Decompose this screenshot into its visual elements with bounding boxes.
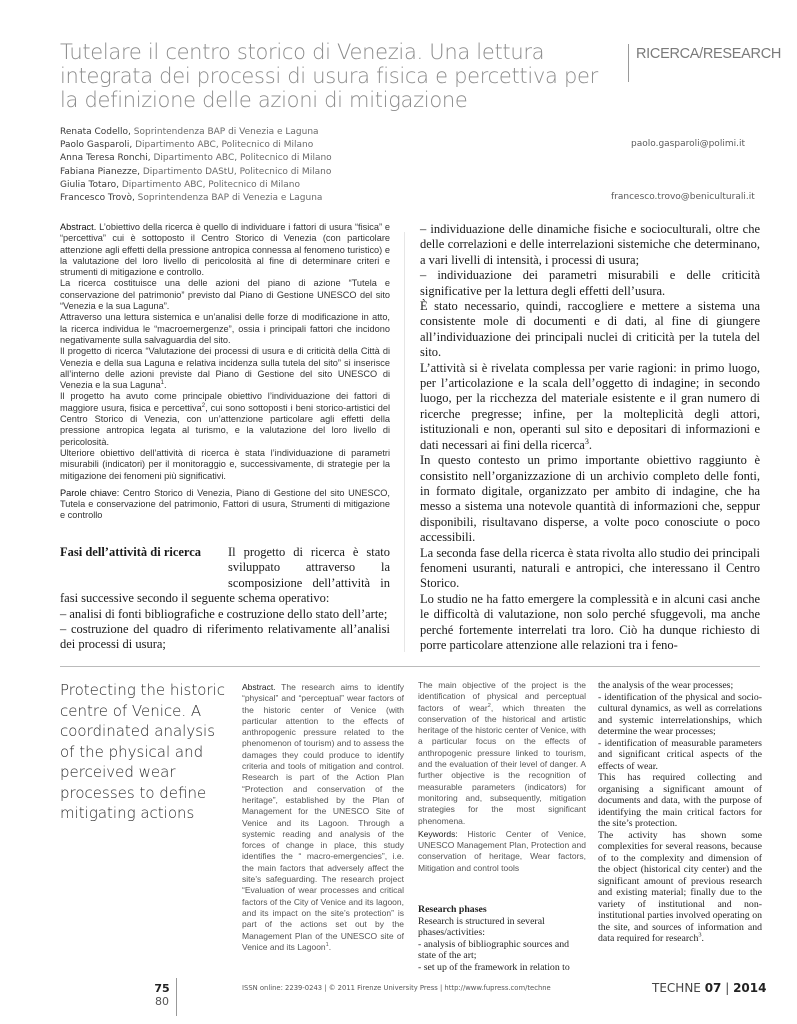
issue-number: 07	[704, 981, 722, 995]
footer-issn: ISSN online: 2239-0243 | © 2011 Firenze University Press | http://www.fupress.com/techne	[242, 984, 551, 992]
footnote-ref[interactable]: 1	[325, 942, 329, 948]
abstract-italian	[60, 222, 390, 522]
abstract-paragraph: The main objective of the project is the identification of physical and perceptual factors of wear$^2$, which threaten the conservation of the historical and artistic heritage of the historic center of Venice, with a particular focus on the effects of anthropogenic pressure linked to tourism, and the evaluation of their level of danger. A further objective is the recognition of measurable parameters (indicators) for monitoring and, subsequently, mitigation strategies for the most significant phenomena.	[418, 680, 587, 826]
body-paragraph: The activity has shown some complexities for several reasons, because of to the complexity and dimension of the object (historical city center) and the significant amount of previous research and existing material; finally due to the variety of institutional and non-institutional parties involved operating on the site, and sources of information and data required for research$^3$.	[598, 829, 762, 944]
author-name: Anna Teresa Ronchi,	[60, 153, 151, 164]
footer-divider	[176, 978, 177, 1016]
footnote-ref[interactable]: 3	[584, 436, 589, 446]
abstract-english: Abstract. The research aims to identify “physical” and “perceptual” wear factors of the historic center of Venice (with particular attention to the effects of anthropogenic pressure related to the phenomenon of tourism) and to assess the damages they could produce to identify criteria and tools of mitigation and control. Research is part of the Action Plan “Protection and conservation of the heritage”, established by the Plan of Management for the UNESCO Site of Venice and its Lagoon. Through a systemic reading and analysis of the forces of change in place, this study identifies the “ macro-emergencies”, i.e. the main factors that adversely affect the site’s safeguarding. The research project “Evaluation of wear processes and critical factors of the City of Venice and its lagoon, and its impact on the site’s protection” is part of the actions set out by the Management Plan of the UNESCO site of Venice and its Lagoon$^1$.	[242, 682, 404, 952]
body-paragraph: L’attività si è rivelata complessa per varie ragioni: in primo luogo, per l’articolazione e la scala dell’oggetto di indagine; in secondo luogo, per la ricchezza del materiale esistente e il gran numero di ricerche pregresse; infine, per la molteplicità degli attori, istituzionali e non, operanti sul sito e depositari di informazioni e dati necessari ai fini della ricerca$^3$.	[420, 360, 760, 452]
author-name: Francesco Trovò,	[60, 193, 135, 204]
author-name: Renata Codello,	[60, 127, 131, 137]
author-affiliation: Dipartimento ABC, Politecnico di Milano	[132, 140, 314, 151]
body-paragraph: Lo studio ne ha fatto emergere la complessità e in alcuni casi anche le difficoltà di valutazione, non solo perché sfuggevoli, ma anche perché fortemente interrelati tra loro. Ciò ha dunque richiesto di porre particolare attenzione alle relazioni tra i feno-	[420, 591, 760, 652]
journal-name: TECHNE 07 | 2014	[652, 981, 767, 995]
column-divider	[404, 232, 405, 652]
list-item: - identification of the physical and socio-cultural dynamics, as well as correlations and systemic interrelationships, which determine the wear processes;	[598, 691, 762, 737]
list-item: – analisi di fonti bibliografiche e costruzione dello stato dell’arte;	[60, 606, 388, 621]
author-name: Fabiana Pianezze,	[60, 166, 141, 177]
author-line	[60, 139, 580, 152]
english-title: Protecting the historic centre of Venice. A coordinated analysis of the physical and perceived wear processes to define mitigating actions	[60, 681, 225, 822]
section-divider	[628, 44, 629, 82]
body-paragraph: Il progetto di ricerca è stato sviluppato attraverso la scomposizione dell’attività in fasi successive secondo il seguente schema operativo:	[60, 545, 390, 606]
body-text-left	[60, 545, 390, 653]
author-line	[60, 179, 580, 192]
body-paragraph: – individuazione delle dinamiche fisiche e socioculturali, oltre che delle correlazioni e delle interrelazioni sistemiche che determinano, a vari livelli di intensità, i processi di usura;	[420, 222, 760, 267]
body-paragraph: – individuazione dei parametri misurabili e delle criticità significative per la lettura degli effetti dell’usura.	[420, 268, 760, 298]
keywords-english: Keywords: Historic Center of Venice, UNESCO Management Plan, Protection and conservation of heritage, Wear factors, Mitigation and control tools	[418, 828, 586, 873]
footnote-ref[interactable]: 2	[201, 402, 206, 409]
author-affiliation: Soprintendenza BAP di Venezia e Laguna	[134, 193, 323, 204]
keywords-label: Keywords:	[418, 828, 458, 839]
body-text-english	[598, 680, 762, 945]
page-number-secondary: 80	[155, 995, 169, 1008]
author-line	[60, 166, 580, 179]
body-paragraph: È stato necessario, quindi, raccogliere e mettere a sistema una consistente mole di documenti e di dati, al fine di giungere all’individuazione dei principali nuclei di criticità per la tutela del sito.	[420, 299, 760, 360]
page-numbers	[148, 982, 176, 1008]
abstract-paragraph: Il progetto di ricerca “Valutazione dei processi di usura e di criticità della Città di Venezia e della sua Laguna e relativa incidenza sulla tutela del sito” si inserisce all’interno delle azioni previste dal Piano di Gestione del sito UNESCO di Venezia e la sua Laguna$^1$.	[60, 346, 390, 391]
abstract-label: Abstract.	[60, 222, 97, 232]
body-text-right	[420, 222, 760, 653]
section-heading: Research phases	[418, 904, 487, 916]
body-paragraph: In questo contesto un primo importante obiettivo raggiunto è consistito nell’organizzazione di un archivio completo delle fonti, in formato digitale, organizzato per ambito di indagine, che ha messo a sistema una notevole quantità di informazioni che, seppur disponibili, risultavano disperse, a volte poco conosciute o poco accessibili.	[420, 453, 760, 545]
abstract-paragraph: Attraverso una lettura sistemica e un’analisi delle forze di modificazione in atto, la ricerca individua le “macroemergenze”, ossia i principali fattori che incidono negativamente sulla salvaguardia del sito.	[60, 312, 390, 345]
footnote-ref[interactable]: 1	[160, 380, 164, 387]
author-line	[60, 126, 580, 139]
list-item: - identification of measurable parameters and significant critical aspects of the effects of wear.	[598, 737, 762, 772]
year: 2014	[733, 981, 767, 995]
section-divider-horizontal	[60, 666, 760, 667]
list-item: – costruzione del quadro di riferimento relativamente all’analisi dei processi di usura;	[60, 622, 390, 652]
author-name: Giulia Totaro,	[60, 179, 119, 190]
author-affiliation: Dipartimento DAStU, Politecnico di Milano	[140, 166, 332, 177]
body-paragraph: La seconda fase della ricerca è stata rivolta allo studio dei principali fenomeni usuranti, naturali e antropici, che interessano il Centro Storico.	[420, 545, 760, 591]
abstract-paragraph: Ulteriore obiettivo dell’attività di ricerca è stata l’individuazione di parametri misurabili (indicatori) per il monitoraggio e, successivamente, di strategie per la mitigazione dei fenomeni più significativi.	[60, 447, 390, 481]
body-paragraph: the analysis of the wear processes;	[598, 680, 734, 691]
keywords-label: Parole chiave:	[60, 487, 120, 498]
footnote-ref[interactable]: 2	[487, 702, 491, 709]
email-link-gasparoli[interactable]: paolo.gasparoli@polimi.it	[631, 139, 745, 149]
abstract-label: Abstract.	[242, 682, 276, 692]
page-title: Tutelare il centro storico di Venezia. Una lettura integrata dei processi di usura fisica e percettiva per la definizione delle azioni di mitigazione	[60, 40, 598, 112]
abstract-paragraph: La ricerca costituisce una delle azioni del piano di azione “Tutela e conservazione del patrimonio” previsto dal Piano di Gestione UNESCO del sito “Venezia e la sua Laguna”.	[60, 278, 390, 312]
page-number: 75	[154, 982, 170, 995]
author-name: Paolo Gasparoli,	[60, 140, 133, 151]
abstract-paragraph: Abstract. L’obiettivo della ricerca è quello di individuare i fattori di usura “fisica” e “percettiva” cui è sottoposto il Centro Storico di Venezia (con particolare attenzione agli effetti della pressione antropica connessa al fenomeno turistico) e la valutazione del loro livello di pericolosità al fine di determinare criteri e strumenti di mitigazione e controllo.	[60, 222, 390, 278]
body-paragraph: This has required collecting and organising a significant amount of documents and data, with the purpose of identifying the main critical factors for the site’s protection.	[598, 772, 762, 829]
footnote-ref[interactable]: 3	[698, 931, 702, 939]
body-paragraph: Research is structured in several phases/activities:	[418, 915, 545, 939]
author-affiliation: Dipartimento ABC, Politecnico di Milano	[118, 179, 300, 190]
section-label: RICERCA/RESEARCH	[636, 46, 782, 62]
author-list	[60, 126, 580, 205]
list-item: - analysis of bibliographic sources and state of the art;	[418, 938, 569, 962]
list-item: - set up of the framework in relation to	[418, 961, 570, 973]
author-line	[60, 192, 580, 205]
abstract-english-continued	[418, 680, 586, 973]
keywords-italian: Parole chiave: Centro Storico di Venezia, Piano di Gestione del sito UNESCO, Tutela e conservazione del patrimonio, Fattori di usura, Strumenti di mitigazione e controllo	[60, 487, 390, 521]
author-affiliation: Dipartimento ABC, Politecnico di Milano	[150, 153, 332, 164]
author-affiliation: Soprintendenza BAP di Venezia e Laguna	[130, 127, 319, 137]
author-line	[60, 152, 580, 165]
section-heading: Fasi dell’attività di ricerca	[60, 545, 202, 559]
email-link-trovo[interactable]: francesco.trovo@beniculturali.it	[611, 192, 755, 202]
research-phases	[418, 904, 586, 973]
abstract-paragraph: Il progetto ha avuto come principale obiettivo l’individuazione dei fattori di maggiore usura, fisica e percettiva$^2$, cui sono sottoposti i beni storico-artistici del Centro Storico di Venezia, con un’attenzione particolare agli effetti della pressione antropica legata al turismo, e la valutazione del loro livello di pericolosità.	[60, 391, 391, 447]
